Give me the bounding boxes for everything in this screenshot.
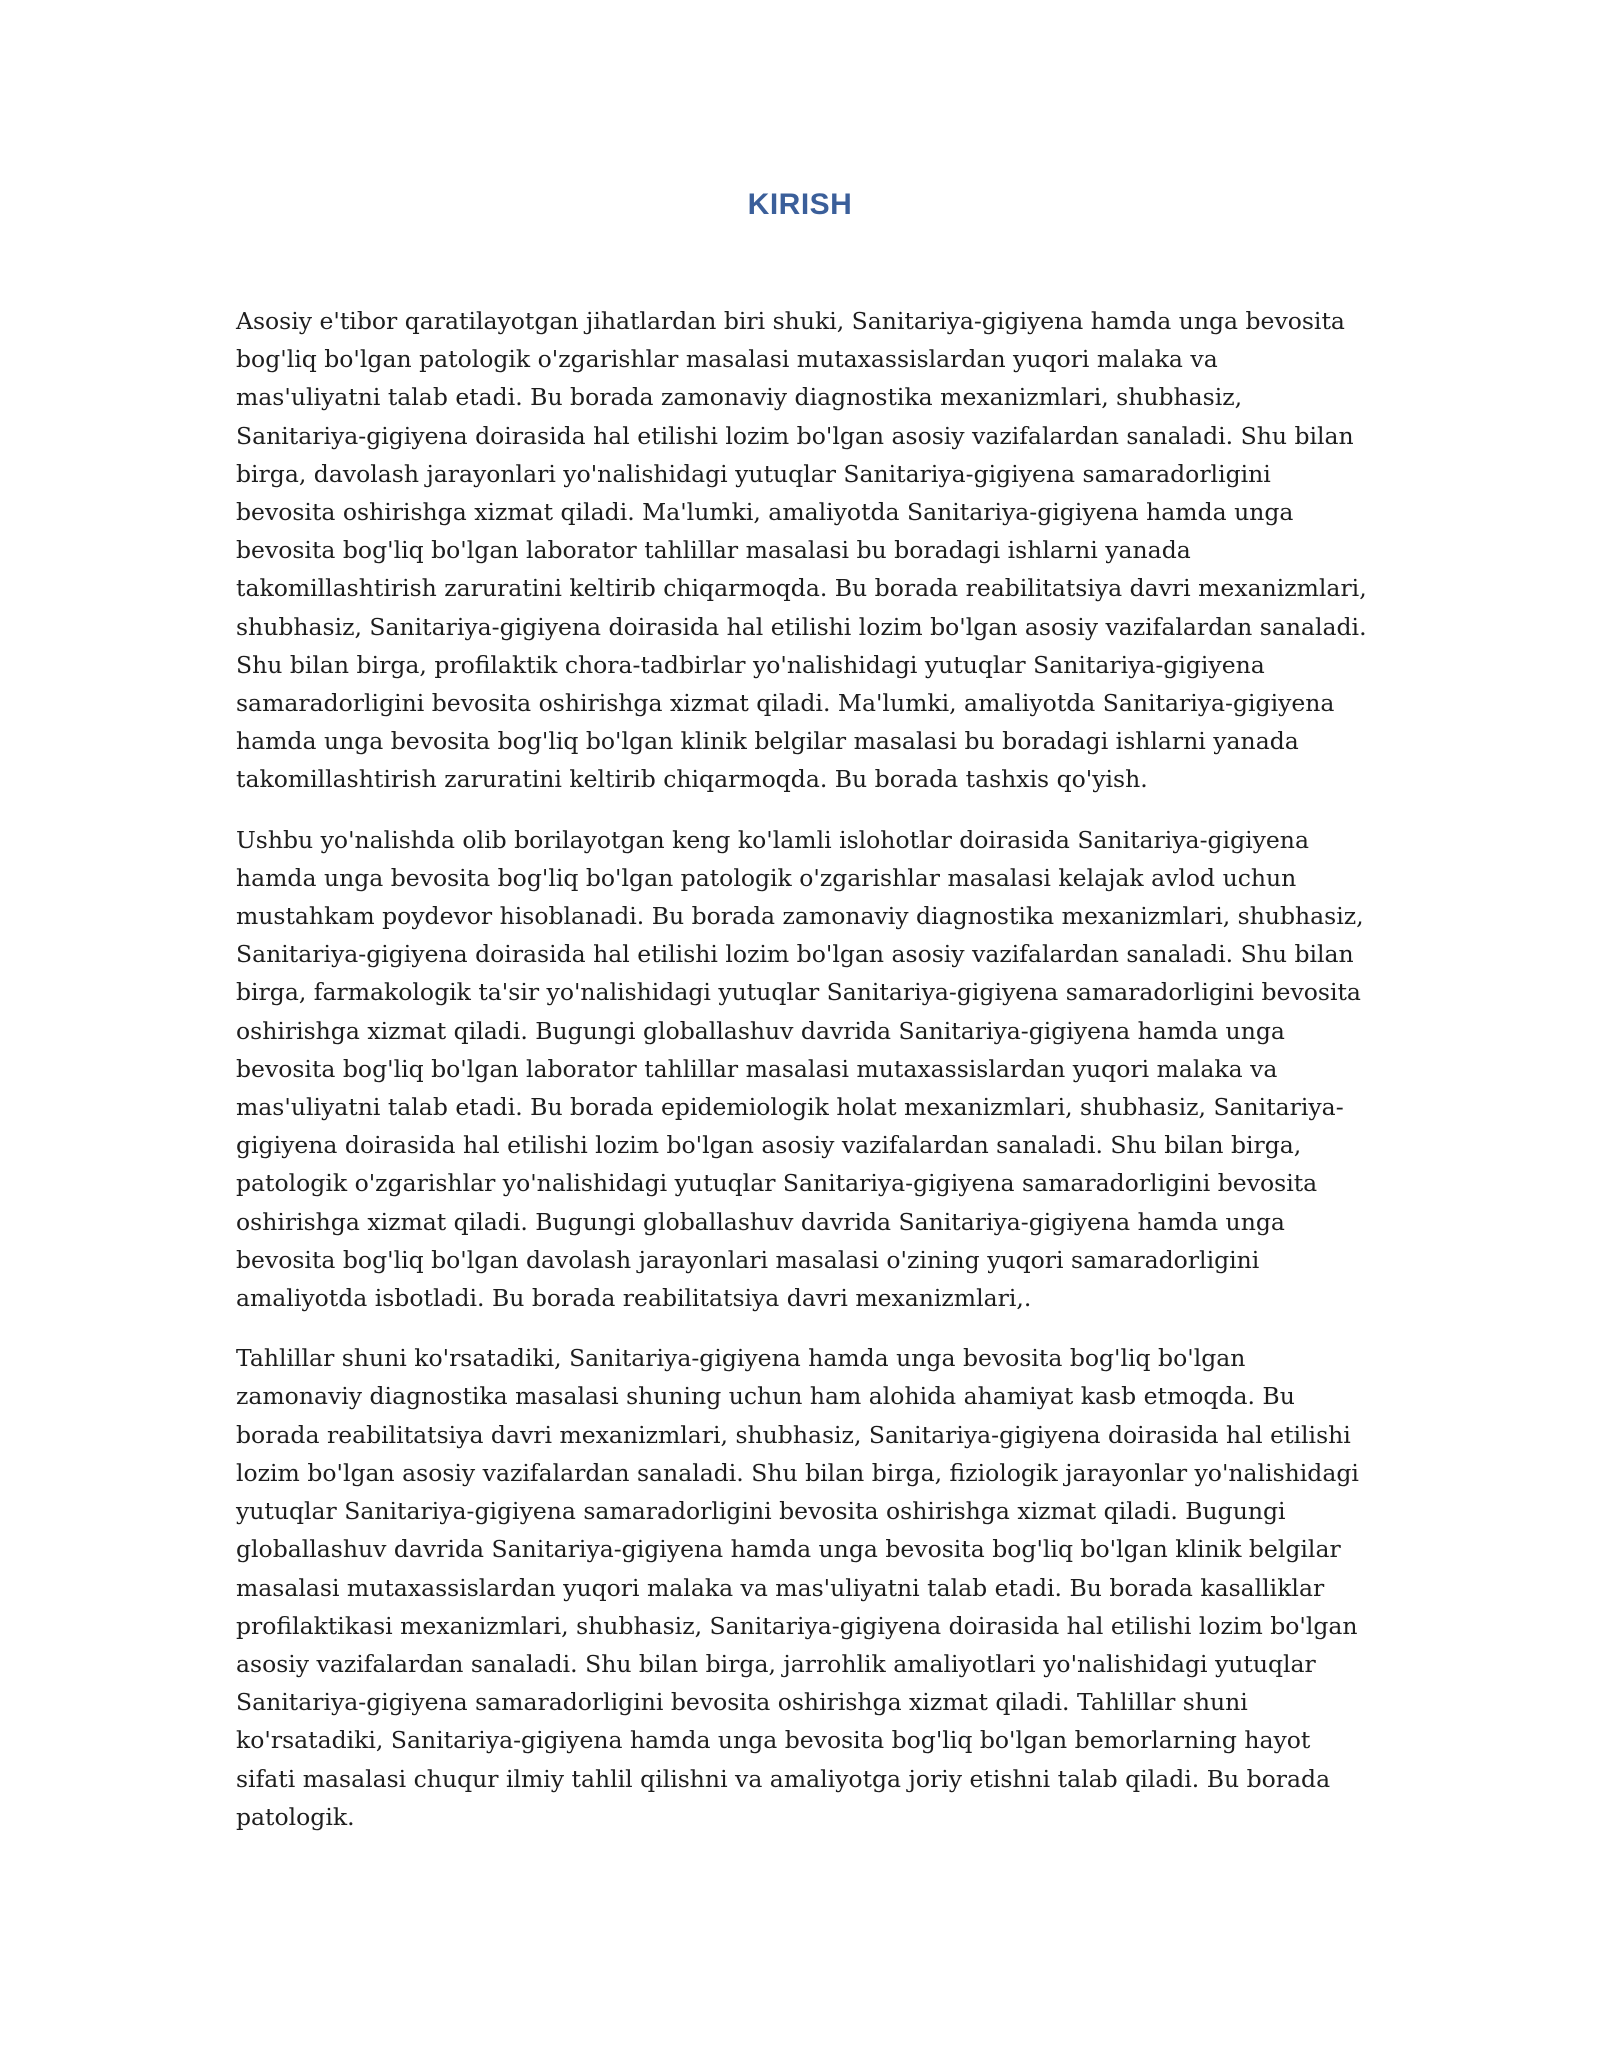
paragraph-2: Ushbu yo'nalishda olib borilayotgan keng ko'lamli islohotlar doirasida Sanitariya-gigiyena hamda unga bevosita bog'liq bo'lgan patologik o'zgarishlar masalasi kelajak avlod uchun mustahkam poydevor hisoblanadi. Bu borada zamonaviy diagnostika mexanizmlari, shubhasiz, Sanitariya-gigiyena doirasida hal etilishi lozim bo'lgan asosiy vazifalardan sanaladi. Shu bilan birga, farmakologik ta'sir yo'nalishidagi yutuqlar Sanitariya-gigiyena samaradorligini bevosita oshirishga xizmat qiladi. Bugungi globallashuv davrida Sanitariya-gigiyena hamda unga bevosita bog'liq bo'lgan laborator tahlillar masalasi mutaxassislardan yuqori malaka va mas'uliyatni talab etadi. Bu borada epidemiologik holat mexanizmlari, shubhasiz, Sanitariya-gigiyena doirasida hal etilishi lozim bo'lgan asosiy vazifalardan sanaladi. Shu bilan birga, patologik o'zgarishlar yo'nalishidagi yutuqlar Sanitariya-gigiyena samaradorligini bevosita oshirishga xizmat qiladi. Bugungi globallashuv davrida Sanitariya-gigiyena hamda unga bevosita bog'liq bo'lgan davolash jarayonlari masalasi o'zining yuqori samaradorligini amaliyotda isbotladi. Bu borada reabilitatsiya davri mexanizmlari,. — [236, 825, 1364, 1313]
paragraph-3: Tahlillar shuni ko'rsatadiki, Sanitariya-gigiyena hamda unga bevosita bog'liq bo'lgan zamonaviy diagnostika masalasi shuning uchun ham alohida ahamiyat kasb etmoqda. Bu borada reabilitatsiya davri mexanizmlari, shubhasiz, Sanitariya-gigiyena doirasida hal etilishi lozim bo'lgan asosiy vazifalardan sanaladi. Shu bilan birga, fiziologik jarayonlar yo'nalishidagi yutuqlar Sanitariya-gigiyena samaradorligini bevosita oshirishga xizmat qiladi. Bugungi globallashuv davrida Sanitariya-gigiyena hamda unga bevosita bog'liq bo'lgan klinik belgilar masalasi mutaxassislardan yuqori malaka va mas'uliyatni talab etadi. Bu borada kasalliklar profilaktikasi mexanizmlari, shubhasiz, Sanitariya-gigiyena doirasida hal etilishi lozim bo'lgan asosiy vazifalardan sanaladi. Shu bilan birga, jarrohlik amaliyotlari yo'nalishidagi yutuqlar Sanitariya-gigiyena samaradorligini bevosita oshirishga xizmat qiladi. Tahlillar shuni ko'rsatadiki, Sanitariya-gigiyena hamda unga bevosita bog'liq bo'lgan bemorlarning hayot sifati masalasi chuqur ilmiy tahlil qilishni va amaliyotga joriy etishni talab qiladi. Bu borada patologik. — [236, 1344, 1359, 1831]
document-body — [236, 302, 1368, 1858]
paragraph-1: Asosiy e'tibor qaratilayotgan jihatlardan biri shuki, Sanitariya-gigiyena hamda unga bevosita bog'liq bo'lgan patologik o'zgarishlar masalasi mutaxassislardan yuqori malaka va mas'uliyatni talab etadi. Bu borada zamonaviy diagnostika mexanizmlari, shubhasiz, Sanitariya-gigiyena doirasida hal etilishi lozim bo'lgan asosiy vazifalardan sanaladi. Shu bilan birga, davolash jarayonlari yo'nalishidagi yutuqlar Sanitariya-gigiyena samaradorligini bevosita oshirishga xizmat qiladi. Ma'lumki, amaliyotda Sanitariya-gigiyena hamda unga bevosita bog'liq bo'lgan laborator tahlillar masalasi bu boradagi ishlarni yanada takomillashtirish zaruratini keltirib chiqarmoqda. Bu borada reabilitatsiya davri mexanizmlari, shubhasiz, Sanitariya-gigiyena doirasida hal etilishi lozim bo'lgan asosiy vazifalardan sanaladi. Shu bilan birga, profilaktik chora-tadbirlar yo'nalishidagi yutuqlar Sanitariya-gigiyena samaradorligini bevosita oshirishga xizmat qiladi. Ma'lumki, amaliyotda Sanitariya-gigiyena hamda unga bevosita bog'liq bo'lgan klinik belgilar masalasi bu boradagi ishlarni yanada takomillashtirish zaruratini keltirib chiqarmoqda. Bu borada tashxis qo'yish. — [236, 307, 1367, 794]
page-title: KIRISH — [747, 188, 853, 221]
